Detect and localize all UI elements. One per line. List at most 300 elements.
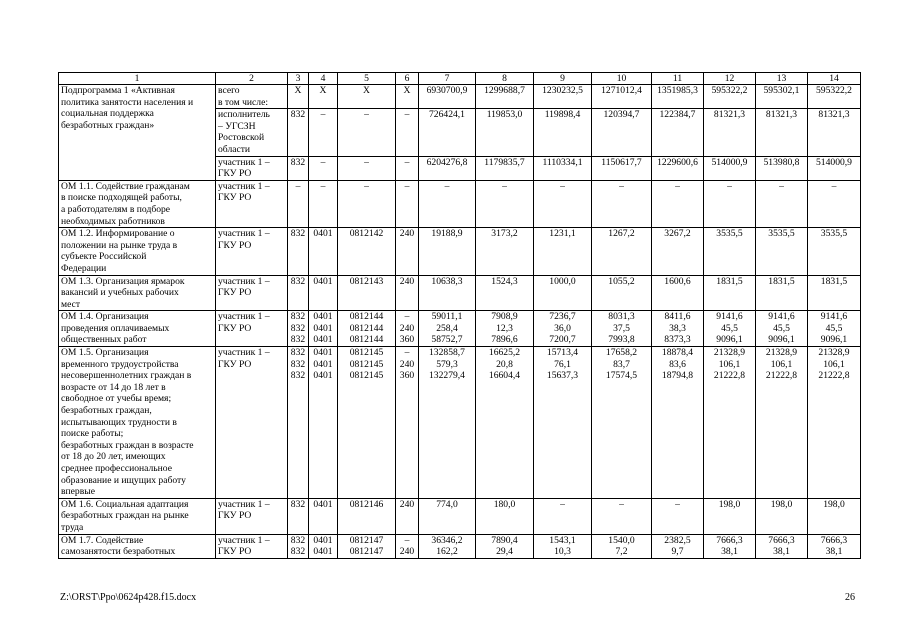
amount-cell-8-line: 16625,2	[488, 347, 521, 359]
executor-cell-line: области	[218, 143, 251, 155]
amount-cell-10	[592, 228, 652, 275]
measure-name-cell-line: безработных граждан,	[61, 405, 152, 417]
section-code-cell	[309, 156, 338, 180]
measure-name-cell-line: ОМ 1.6. Социальная адаптация	[61, 498, 189, 510]
amount-cell-14-line: 45,5	[825, 322, 843, 334]
expense-type-cell	[396, 85, 419, 109]
amount-cell-14-line: 9096,1	[820, 334, 848, 346]
table-row	[59, 498, 861, 534]
amount-cell-9-line: 36,0	[554, 322, 571, 334]
executor-cell	[216, 109, 288, 156]
amount-cell-7-line: 132279,4	[429, 370, 465, 382]
program-name-cell-line: безработных граждан»	[61, 119, 155, 131]
column-number-13: 13	[756, 73, 808, 85]
column-number-7: 7	[419, 73, 476, 85]
measure-name-cell-line: ОМ 1.7. Содействие	[61, 534, 144, 546]
expense-type-cell-line: 240	[399, 358, 415, 370]
amount-cell-13	[756, 534, 808, 558]
grbs-code-cell	[288, 156, 309, 180]
grbs-code-cell	[288, 180, 309, 227]
target-article-cell-line: –	[364, 109, 369, 121]
measure-name-cell-line: проведения оплачиваемых	[61, 322, 170, 334]
amount-cell-12	[704, 85, 756, 109]
amount-cell-9-line: 10,3	[554, 546, 571, 558]
grbs-code-cell-line: 832	[290, 370, 306, 382]
amount-cell-11	[652, 311, 704, 347]
amount-cell-14-line: 81321,3	[818, 109, 850, 121]
amount-cell-11-line: 122384,7	[659, 109, 696, 121]
measure-name-cell	[59, 180, 216, 227]
section-code-cell-line: 0401	[313, 311, 333, 323]
grbs-code-cell	[288, 311, 309, 347]
amount-cell-11-line: 18794,8	[661, 370, 694, 382]
expense-type-cell	[396, 347, 419, 499]
amount-cell-11	[652, 180, 704, 227]
expense-type-cell-line: X	[403, 85, 411, 96]
expense-type-cell-line: 360	[399, 334, 415, 346]
grbs-code-cell	[288, 85, 309, 109]
amount-cell-12-line: –	[727, 180, 732, 192]
amount-cell-9-line: 1110334,1	[542, 156, 583, 168]
amount-cell-12-line: 38,1	[721, 546, 738, 558]
amount-cell-13-line: 513980,8	[763, 156, 800, 168]
amount-cell-12-line: 9141,6	[716, 311, 743, 323]
measure-name-cell-line: от 18 до 20 лет, имеющих	[61, 451, 166, 463]
amount-cell-8-line: 1179835,7	[484, 156, 525, 168]
column-number-6: 6	[396, 73, 419, 85]
section-code-cell	[309, 180, 338, 227]
executor-cell	[216, 347, 288, 499]
table-row	[59, 311, 861, 347]
amount-cell-14-line: 1831,5	[820, 275, 848, 287]
measure-name-cell	[59, 275, 216, 311]
amount-cell-9	[534, 228, 592, 275]
expense-type-cell	[396, 534, 419, 558]
amount-cell-13-line: 3535,5	[768, 228, 795, 240]
executor-cell	[216, 156, 288, 180]
target-article-cell	[338, 85, 396, 109]
amount-cell-11	[652, 85, 704, 109]
target-article-cell	[338, 275, 396, 311]
section-code-cell-line: 0401	[313, 370, 333, 382]
amount-cell-8-line: 29,4	[496, 546, 513, 558]
grbs-code-cell-line: 832	[290, 275, 306, 287]
grbs-code-cell	[288, 275, 309, 311]
executor-cell-line: ГКУ РО	[218, 546, 252, 558]
grbs-code-cell-line: 832	[290, 228, 306, 240]
amount-cell-13-line: 9096,1	[768, 334, 795, 346]
amount-cell-8	[476, 498, 534, 534]
section-code-cell-line: 0401	[313, 498, 333, 510]
measure-name-cell-line: свободное от учебы время;	[61, 393, 172, 405]
amount-cell-13	[756, 85, 808, 109]
section-code-cell-line: 0401	[313, 228, 333, 240]
column-number-5: 5	[338, 73, 396, 85]
amount-cell-7-line: 726424,1	[429, 109, 465, 121]
expense-type-cell	[396, 228, 419, 275]
measure-name-cell	[59, 534, 216, 558]
amount-cell-8-line: 7908,9	[491, 311, 518, 323]
amount-cell-10-line: 17658,2	[605, 347, 638, 359]
amount-cell-10	[592, 534, 652, 558]
amount-cell-12	[704, 311, 756, 347]
amount-cell-8	[476, 347, 534, 499]
expense-type-cell-line: –	[404, 180, 410, 192]
amount-cell-10-line: 1150617,7	[601, 156, 642, 168]
amount-cell-12	[704, 109, 756, 156]
amount-cell-11-line: 2382,5	[664, 534, 691, 546]
amount-cell-8-line: 3173,2	[491, 228, 518, 240]
amount-cell-11-line: 1351985,3	[657, 85, 698, 96]
measure-name-cell	[59, 498, 216, 534]
amount-cell-10	[592, 275, 652, 311]
amount-cell-13-line: 38,1	[773, 546, 790, 558]
amount-cell-9-line: 1000,0	[549, 275, 576, 287]
measure-name-cell-line: ОМ 1.3. Организация ярмарок	[61, 275, 185, 287]
amount-cell-9-line: 15637,3	[546, 370, 579, 382]
amount-cell-9	[534, 156, 592, 180]
amount-cell-11	[652, 109, 704, 156]
target-article-cell	[338, 180, 396, 227]
column-number-3: 3	[288, 73, 309, 85]
amount-cell-7-line: 10638,3	[431, 275, 463, 287]
amount-cell-8-line: 180,0	[493, 498, 516, 510]
amount-cell-12	[704, 534, 756, 558]
section-code-cell-line: 0401	[313, 334, 333, 346]
amount-cell-9-line: 1231,1	[549, 228, 576, 240]
amount-cell-14	[808, 275, 861, 311]
amount-cell-9	[534, 534, 592, 558]
amount-cell-13	[756, 311, 808, 347]
target-article-cell-line: 0812144	[349, 322, 384, 334]
amount-cell-7-line: 258,4	[436, 322, 458, 334]
amount-cell-14-line: 595322,2	[816, 85, 852, 96]
amount-cell-14-line: 9141,6	[820, 311, 848, 323]
amount-cell-10-line: 37,5	[613, 322, 630, 334]
executor-cell-line: участник 1 –	[218, 156, 270, 168]
footer-file-path: Z:\ORST\Ppo\0624p428.f15.docx	[60, 592, 197, 603]
table-row	[59, 180, 861, 227]
amount-cell-12	[704, 156, 756, 180]
amount-cell-8-line: 7890,4	[491, 534, 518, 546]
amount-cell-8-line: 1524,3	[491, 275, 518, 287]
amount-cell-9-line: 15713,4	[546, 347, 579, 359]
expense-type-cell-line: 240	[399, 322, 415, 334]
amount-cell-8-line: 1299688,7	[484, 85, 525, 96]
column-number-14: 14	[808, 73, 861, 85]
executor-cell	[216, 85, 288, 109]
amount-cell-14-line: 38,1	[825, 546, 843, 558]
amount-cell-7	[419, 275, 476, 311]
amount-cell-7-line: 36346,2	[431, 534, 463, 546]
column-number-4: 4	[309, 73, 338, 85]
amount-cell-11	[652, 498, 704, 534]
amount-cell-10-line: 1267,2	[608, 228, 635, 240]
grbs-code-cell	[288, 228, 309, 275]
executor-cell-line: участник 1 –	[218, 180, 270, 192]
amount-cell-7-line: 19188,9	[431, 228, 463, 240]
target-article-cell	[338, 228, 396, 275]
amount-cell-11-line: –	[675, 498, 680, 510]
expense-type-cell	[396, 311, 419, 347]
target-article-cell-line: 0812147	[349, 546, 384, 558]
amount-cell-11-line: 1229600,6	[657, 156, 698, 168]
program-name-cell-line: политика занятости населения и	[61, 96, 194, 108]
table-row	[59, 275, 861, 311]
amount-cell-7	[419, 498, 476, 534]
amount-cell-9	[534, 498, 592, 534]
expense-type-cell-line: –	[404, 347, 410, 359]
expense-type-cell	[396, 275, 419, 311]
grbs-code-cell-line: –	[295, 180, 301, 192]
executor-cell-line: ГКУ РО	[218, 192, 252, 204]
expense-type-cell	[396, 498, 419, 534]
amount-cell-11-line: 38,3	[669, 322, 686, 334]
expense-type-cell-line: 240	[399, 498, 415, 510]
executor-cell-line: участник 1 –	[218, 498, 270, 510]
measure-name-cell-line: субъекте Российской	[61, 251, 147, 263]
column-number-10: 10	[592, 73, 652, 85]
section-code-cell	[309, 534, 338, 558]
amount-cell-8-line: 16604,4	[488, 370, 521, 382]
amount-cell-14-line: 106,1	[823, 358, 845, 370]
section-code-cell-line: 0401	[313, 546, 333, 558]
executor-cell-line: участник 1 –	[218, 311, 270, 323]
target-article-cell	[338, 109, 396, 156]
measure-name-cell-line: безработных граждан на рынке	[61, 510, 189, 522]
section-code-cell-line: 0401	[313, 347, 333, 359]
measure-name-cell-line: ОМ 1.2. Информирование о	[61, 228, 175, 240]
measure-name-cell	[59, 228, 216, 275]
column-number-row	[59, 73, 861, 85]
measure-name-cell-line: возрасте от 14 до 18 лет в	[61, 381, 166, 393]
executor-cell-line: ГКУ РО	[218, 322, 252, 334]
amount-cell-9	[534, 311, 592, 347]
grbs-code-cell-line: 832	[290, 334, 306, 346]
amount-cell-13	[756, 498, 808, 534]
executor-cell-line: исполнитель	[218, 109, 270, 121]
section-code-cell	[309, 228, 338, 275]
target-article-cell-line: 0812144	[349, 311, 384, 323]
amount-cell-11-line: 8373,3	[664, 334, 691, 346]
section-code-cell-line: –	[320, 180, 326, 192]
program-name-cell-line: Подпрограмма 1 «Активная	[61, 85, 175, 96]
amount-cell-12	[704, 275, 756, 311]
amount-cell-10	[592, 109, 652, 156]
measure-name-cell-line: временного трудоустройства	[61, 358, 179, 370]
amount-cell-13-line: –	[779, 180, 784, 192]
amount-cell-13-line: 106,1	[770, 358, 793, 370]
amount-cell-7-line: 579,3	[436, 358, 458, 370]
amount-cell-13-line: 7666,3	[768, 534, 795, 546]
grbs-code-cell-line: 832	[290, 358, 306, 370]
amount-cell-7-line: 132858,7	[429, 347, 465, 359]
amount-cell-13-line: 9141,6	[768, 311, 795, 323]
target-article-cell-line: –	[364, 156, 369, 168]
amount-cell-13-line: 45,5	[773, 322, 790, 334]
amount-cell-7	[419, 311, 476, 347]
amount-cell-7-line: 6930700,9	[426, 85, 468, 96]
executor-cell-line: ГКУ РО	[218, 168, 252, 180]
measure-name-cell-line: безработных граждан в возрасте	[61, 439, 194, 451]
amount-cell-11-line: 83,6	[669, 358, 686, 370]
amount-cell-9-line: 7236,7	[549, 311, 576, 323]
amount-cell-8-line: 20,8	[496, 358, 513, 370]
amount-cell-9-line: –	[560, 180, 565, 192]
executor-cell-line: ГКУ РО	[218, 239, 252, 251]
amount-cell-14-line: 3535,5	[820, 228, 848, 240]
grbs-code-cell-line: 832	[290, 109, 306, 121]
measure-name-cell-line: а работодателям в подборе	[61, 203, 171, 215]
grbs-code-cell-line: X	[294, 85, 302, 96]
amount-cell-12-line: 198,0	[718, 498, 741, 510]
measure-name-cell-line: несовершеннолетних граждан в	[61, 370, 192, 382]
amount-cell-9-line: –	[560, 498, 565, 510]
amount-cell-9	[534, 275, 592, 311]
executor-cell-line: участник 1 –	[218, 228, 270, 240]
amount-cell-12-line: 3535,5	[716, 228, 743, 240]
amount-cell-9	[534, 180, 592, 227]
grbs-code-cell-line: 832	[290, 311, 306, 323]
column-number-11: 11	[652, 73, 704, 85]
executor-cell	[216, 311, 288, 347]
executor-cell-line: участник 1 –	[218, 275, 270, 287]
section-code-cell-line: –	[320, 109, 326, 121]
expense-type-cell	[396, 109, 419, 156]
expense-type-cell-line: 240	[399, 275, 415, 287]
amount-cell-13	[756, 228, 808, 275]
amount-cell-11-line: 9,7	[671, 546, 684, 558]
amount-cell-7-line: 774,0	[436, 498, 458, 510]
executor-cell-line: ГКУ РО	[218, 510, 252, 522]
target-article-cell	[338, 347, 396, 499]
amount-cell-8	[476, 228, 534, 275]
target-article-cell-line: 0812145	[349, 370, 384, 382]
amount-cell-14	[808, 180, 861, 227]
target-article-cell	[338, 534, 396, 558]
measure-name-cell-line: положении на рынке труда в	[61, 239, 178, 251]
amount-cell-13-line: 21328,9	[765, 347, 798, 359]
amount-cell-10-line: 1271012,4	[601, 85, 642, 96]
amount-cell-10	[592, 347, 652, 499]
amount-cell-13	[756, 347, 808, 499]
measure-name-cell	[59, 347, 216, 499]
measure-name-cell-line: необходимых работников	[61, 215, 165, 227]
measure-name-cell-line: впервые	[61, 486, 95, 498]
grbs-code-cell	[288, 498, 309, 534]
measure-name-cell-line: труда	[61, 521, 84, 533]
amount-cell-12-line: 1831,5	[716, 275, 743, 287]
column-number-12: 12	[704, 73, 756, 85]
amount-cell-13-line: 595302,1	[763, 85, 800, 96]
table-row	[59, 85, 861, 109]
page-number: 26	[845, 592, 855, 603]
amount-cell-14	[808, 109, 861, 156]
amount-cell-14	[808, 85, 861, 109]
grbs-code-cell-line: 832	[290, 498, 306, 510]
amount-cell-9	[534, 85, 592, 109]
expense-type-cell	[396, 156, 419, 180]
measure-name-cell-line: ОМ 1.1. Содействие гражданам	[61, 180, 190, 192]
amount-cell-9-line: 1543,1	[549, 534, 576, 546]
expense-type-cell-line: –	[404, 156, 410, 168]
amount-cell-8	[476, 109, 534, 156]
amount-cell-8-line: 119853,0	[486, 109, 523, 121]
measure-name-cell-line: среднее профессиональное	[61, 463, 172, 474]
grbs-code-cell-line: 832	[290, 546, 306, 558]
amount-cell-14	[808, 311, 861, 347]
executor-cell-line: участник 1 –	[218, 534, 270, 546]
amount-cell-8	[476, 156, 534, 180]
section-code-cell	[309, 498, 338, 534]
amount-cell-7	[419, 180, 476, 227]
amount-cell-13	[756, 109, 808, 156]
amount-cell-11	[652, 275, 704, 311]
amount-cell-14-line: 198,0	[823, 498, 845, 510]
expense-type-cell-line: 240	[399, 546, 415, 558]
amount-cell-8	[476, 311, 534, 347]
executor-cell-line: всего	[218, 85, 240, 96]
expense-type-cell-line: 360	[399, 370, 415, 382]
amount-cell-12	[704, 498, 756, 534]
amount-cell-9	[534, 347, 592, 499]
amount-cell-11	[652, 534, 704, 558]
measure-name-cell-line: поиске работы;	[61, 428, 124, 440]
amount-cell-7-line: –	[444, 180, 450, 192]
grbs-code-cell	[288, 347, 309, 499]
amount-cell-9-line: 76,1	[554, 358, 571, 370]
amount-cell-7	[419, 347, 476, 499]
amount-cell-13-line: 81321,3	[765, 109, 798, 121]
grbs-code-cell-line: 832	[290, 347, 306, 359]
amount-cell-14	[808, 534, 861, 558]
measure-name-cell-line: ОМ 1.5. Организация	[61, 347, 149, 359]
measure-name-cell-line: Федерации	[61, 262, 107, 274]
program-name-cell-line: социальная поддержка	[61, 108, 154, 120]
amount-cell-11-line: 8411,6	[664, 311, 691, 323]
amount-cell-14	[808, 498, 861, 534]
amount-cell-14-line: 514000,9	[816, 156, 852, 168]
budget-table	[58, 72, 861, 559]
section-code-cell	[309, 109, 338, 156]
amount-cell-8-line: 12,3	[496, 322, 513, 334]
executor-cell	[216, 228, 288, 275]
amount-cell-7-line: 58752,7	[431, 334, 463, 346]
amount-cell-12-line: 81321,3	[713, 109, 746, 121]
target-article-cell-line: 0812146	[349, 498, 384, 510]
amount-cell-8	[476, 85, 534, 109]
amount-cell-10	[592, 85, 652, 109]
measure-name-cell-line: испытывающих трудности в	[61, 416, 177, 428]
amount-cell-9-line: 1230232,5	[542, 85, 583, 96]
grbs-code-cell-line: 832	[290, 534, 306, 546]
measure-name-cell-line: общественных работ	[61, 334, 147, 346]
executor-cell-line: Ростовской	[218, 132, 265, 144]
amount-cell-7	[419, 534, 476, 558]
executor-cell	[216, 498, 288, 534]
amount-cell-12	[704, 347, 756, 499]
amount-cell-13	[756, 275, 808, 311]
executor-cell-line: в том числе:	[218, 96, 269, 108]
column-number-9: 9	[534, 73, 592, 85]
amount-cell-14-line: 21328,9	[818, 347, 850, 359]
table-row	[59, 534, 861, 558]
amount-cell-8-line: 7896,6	[491, 334, 518, 346]
section-code-cell-line: –	[320, 156, 326, 168]
amount-cell-10-line: 8031,3	[608, 311, 635, 323]
amount-cell-11-line: 18878,4	[661, 347, 694, 359]
amount-cell-13-line: 198,0	[770, 498, 793, 510]
